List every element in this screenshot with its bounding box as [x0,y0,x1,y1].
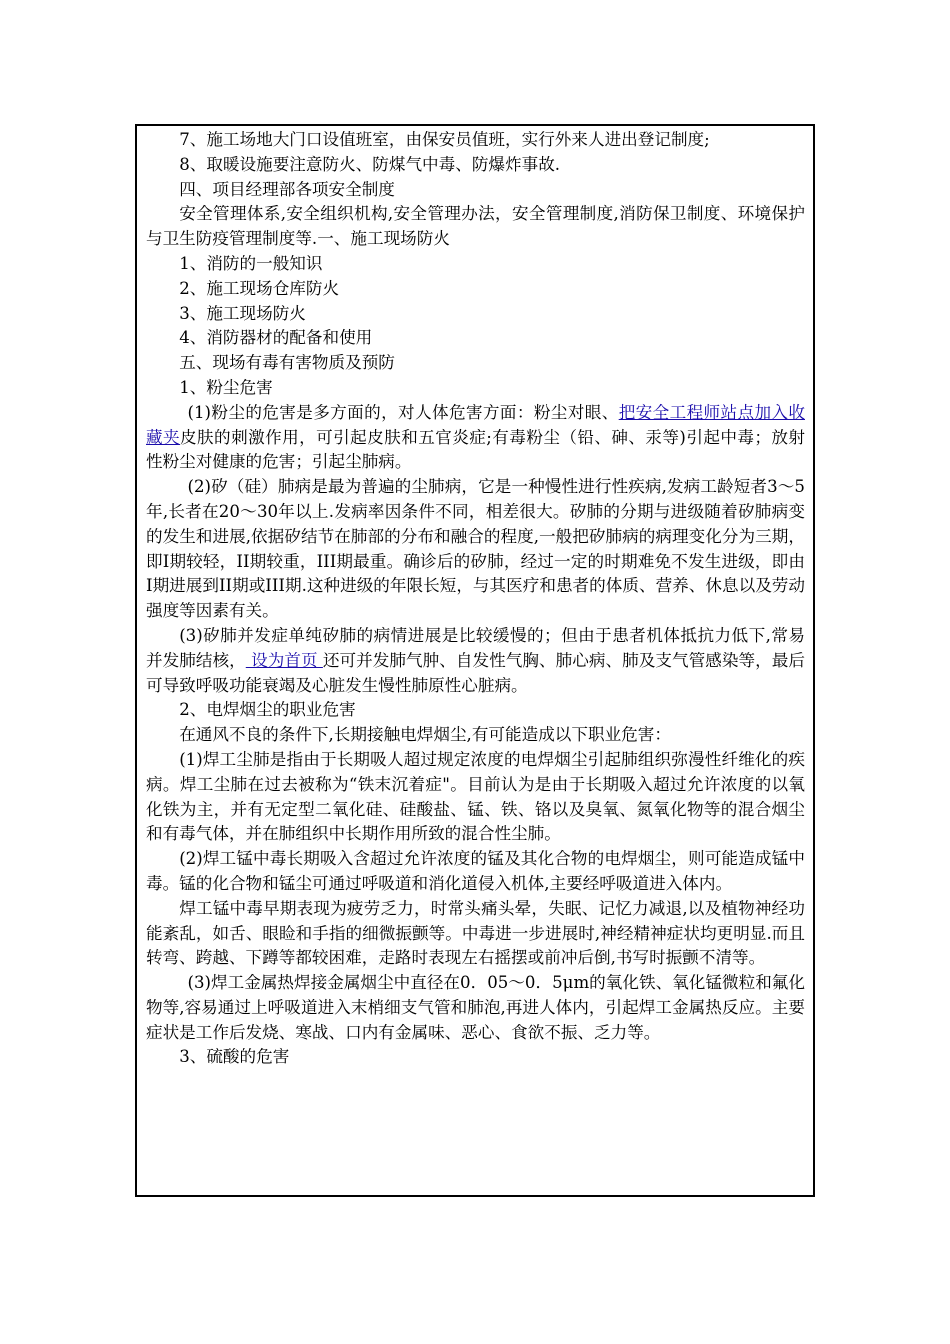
paragraph-dust-harm [146,401,805,475]
subheading-sulfuric-acid: 3、硫酸的危害 [179,1047,290,1067]
paragraph-silicosis: (2)矽（硅）肺病是最为普遍的尘肺病，它是一种慢性进行性疾病,发病工龄短者3～5年,长者在20～30年以上.发病率因条件不同，相差很大。矽肺的分期与进级随着矽肺病变的发生和进展,依据矽结节在肺部的分布和融合的程度,一般把矽肺病的病理变化分为三期，即I期较轻，II期较重，III期最重。确诊后的矽肺，经过一定的时期难免不发生进级，即由I期进展到II期或III期.这种进级的年限长短，与其医疗和患者的体质、营养、休息以及劳动强度等因素有关。 [146,477,805,621]
list-item-fire-equipment: 4、消防器材的配备和使用 [179,328,373,348]
paragraph-silicosis-complications [146,624,805,698]
dust-harm-text-end: 皮肤的刺激作用，可引起皮肤和五官炎症;有毒粉尘（铅、砷、汞等)引起中毒；放射性粉尘对健康的危害；引起尘肺病。 [146,427,806,472]
paragraph-safety-systems: 安全管理体系,安全组织机构,安全管理办法，安全管理制度,消防保卫制度、环境保护与卫生防疫管理制度等.一、施工现场防火 [146,204,805,249]
bookmark-site-link[interactable]: 把安全工程师站点加入收藏夹 [146,402,805,447]
document-frame [135,124,815,1197]
list-item-site-fire: 3、施工现场防火 [179,303,306,323]
complications-text-end: 还可并发肺气肿、自发性气胸、肺心病、肺及支气管感染等，最后可导致呼吸功能衰竭及心脏发生慢性肺原性心脏病。 [146,650,806,695]
paragraph-manganese-symptoms: 焊工锰中毒早期表现为疲劳乏力，时常头痛头晕，失眠、记忆力减退,以及植物神经功能紊乱，如舌、眼睑和手指的细微振颤等。中毒进一步进展时,神经精神症状均更明显.而且转弯、跨越、下蹲等都较困难，走路时表现左右摇摆或前冲后倒,书写时振颤不清等。 [146,898,805,968]
paragraph-welding-intro: 在通风不良的条件下,长期接触电焊烟尘,有可能造成以下职业危害： [179,725,671,745]
paragraph-heating-safety: 8、取暖设施要注意防火、防煤气中毒、防爆炸事故. [179,154,561,174]
subheading-dust-hazard: 1、粉尘危害 [179,377,273,397]
dust-harm-text-start: (1)粉尘的危害是多方面的，对人体危害方面：粉尘对眼、 [187,402,619,422]
subheading-welding-fume: 2、电焊烟尘的职业危害 [179,700,356,720]
paragraph-gate-duty: 7、施工场地大门口设值班室，由保安员值班，实行外来人进出登记制度; [179,130,710,149]
list-item-warehouse-fire: 2、施工现场仓库防火 [179,278,340,298]
paragraph-metal-fume-fever: (3)焊工金属热焊接金属烟尘中直径在0．05～0．5μm的氧化铁、氧化锰微粒和氟化物等,容易通过上呼吸道进入末梢细支气管和肺泡,再进人体内，引起焊工金属热反应。主要症状是工作后发烧、寒战、口内有金属味、恶心、食欲不振、乏力等。 [146,973,805,1042]
paragraph-welder-pneumoconiosis: (1)焊工尘肺是指由于长期吸人超过规定浓度的电焊烟尘引起肺组织弥漫性纤维化的疾病。焊工尘肺在过去被称为“铁末沉着症"。目前认为是由于长期吸入超过允许浓度的以氧化铁为主，并有无定型二氧化硅、硅酸盐、锰、铁、铬以及臭氧、氮氧化物等的混合烟尘和有毒气体，并在肺组织中长期作用所致的混合性尘肺。 [146,749,805,844]
paragraph-manganese-poisoning: (2)焊工锰中毒长期吸入含超过允许浓度的锰及其化合物的电焊烟尘，则可能造成锰中毒。锰的化合物和锰尘可通过呼吸道和消化道侵入机体,主要经呼吸道进入体内。 [146,849,805,893]
section-heading-5: 五、现场有毒有害物质及预防 [179,353,395,373]
section-heading-4: 四、项目经理部各项安全制度 [179,179,395,199]
complications-text-start: (3)矽肺并发症单纯矽肺的病情进展是比较缓慢的；但由于患者机体抵抗力低下,常易并发肺结核， [146,625,805,670]
list-item-fire-knowledge: 1、消防的一般知识 [179,253,323,273]
set-homepage-link[interactable]: 设为首页 [245,650,323,670]
